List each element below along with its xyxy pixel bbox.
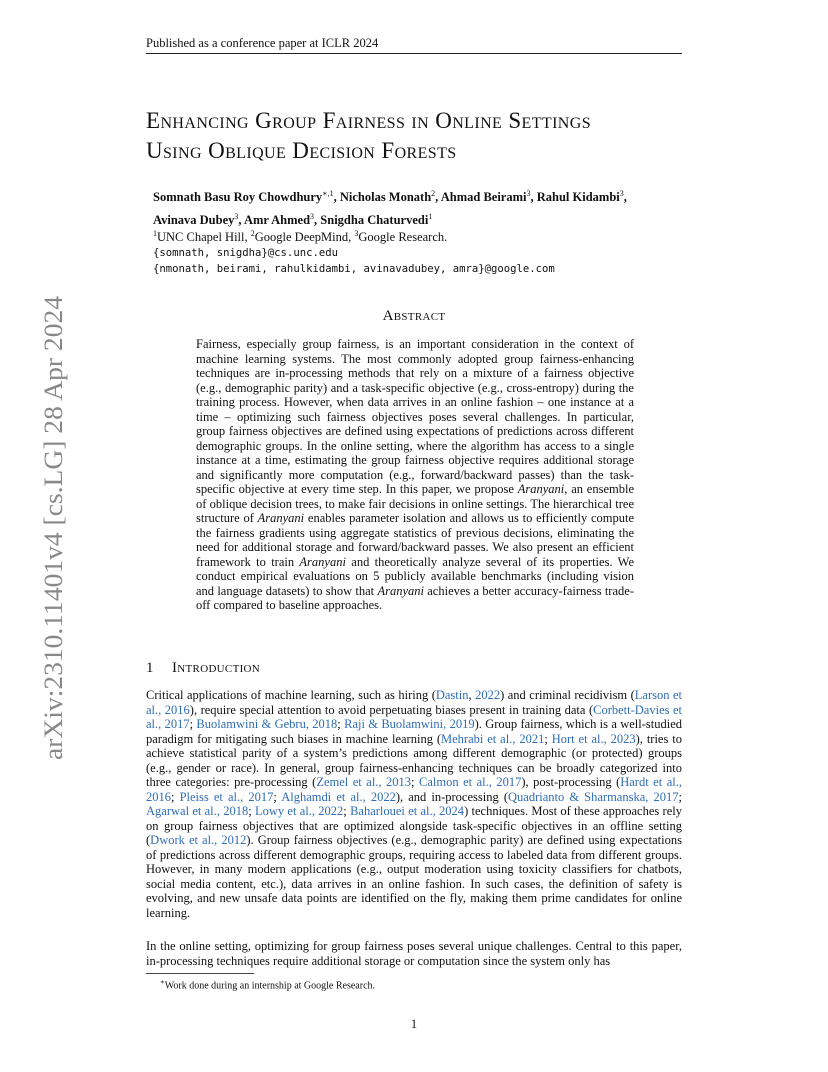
method-name: Aranyani [377,583,424,598]
affiliations [153,226,693,277]
abstract-text: and theoretically analyze several of its properties. We conduct empirical evaluations on 5 publicly available benchmarks (including vision and language datasets) to show that [196,554,635,598]
arxiv-stamp-text: arXiv:2310.11401v4 [cs.LG] 28 Apr 2024 [39,321,68,760]
author-separator: , [623,190,627,205]
method-name: Aranyani [517,482,565,496]
abstract-text: Fairness, especially group fairness, is an important consideration in the context of machine learning systems. The most commonly adopted group fairness-enhancing techniques are in-processing methods that rely on a mixture of a fairness objective (e.g., demographic parity) and a task-specific objective (e.g., cross-entropy) during the training process. However, when data arrives in an online fashion – one instance at a time – optimizing such fairness objectives poses several challenges. In particular, group fairness objectives are defined using expectations of predictions across different demographic groups. In the online setting, where the algorithm has access to a single instance at a time, estimating the group fairness objective requires additional storage and significantly more computation (e.g., forward/backward passes) than the task-specific objective at every time step. In this paper, we propose [196,337,634,496]
body-text: ), tries to achieve statistical parity of a system’s predictions among different demographic (or protected) groups (e.g., gender or race). In general, group fairness-enhancing techniques can be broadly categorized into three categories: pre-processing ( [146,731,682,789]
citation-link[interactable]: Mehrabi et al., 2021 [441,731,545,746]
abstract-text: achieves a better accuracy-fairness trade-off compared to baseline approaches. [196,583,634,612]
citation-link[interactable]: Hort et al., 2023 [551,731,636,746]
author-separator: , [333,190,340,205]
body-text: ; [189,717,197,731]
author-list [153,184,693,230]
citation-link[interactable]: Dastin [435,688,469,702]
author-affil-mark: ∗,1 [322,189,334,198]
affil-mark: 3 [354,229,359,238]
author-name: Nicholas Monath [339,190,432,205]
body-text: , [468,688,476,702]
author-separator: , [238,213,244,228]
affil-mark: 2 [250,229,255,238]
body-text: ) and criminal recidivism ( [500,688,635,702]
author-name: Avinava Dubey [153,213,235,228]
title-line-1: Enhancing Group Fairness in Online Settings [146,108,592,133]
author-separator: , [314,213,321,228]
page-number: 1 [410,1017,418,1031]
citation-link[interactable]: Alghamdi et al., 2022 [281,789,396,804]
body-text: ; [411,775,419,789]
author-affil-mark: 3 [526,189,531,198]
method-name: Aranyani [299,554,346,569]
title-line-2: Using Oblique Decision Forests [146,138,457,163]
body-text: Critical applications of machine learning, such as hiring ( [146,688,436,702]
running-head: Published as a conference paper at ICLR 2024 [146,36,379,50]
author-affil-mark: 1 [428,212,433,222]
body-text: In the online setting, optimizing for group fairness poses several unique challenges. Central to this paper, in-processing techniques require additional storage or computation since the system only has [146,939,682,968]
abstract-heading: Abstract [382,308,446,324]
footnote-mark: ∗ [160,978,165,986]
author-name: Amr Ahmed [243,213,311,228]
citation-link[interactable]: Buolamwini & Gebru, 2018 [196,717,338,731]
author-affil-mark: 3 [234,212,239,222]
abstract-body [196,337,634,613]
intro-paragraph-1 [146,688,682,920]
body-text: ). Group fairness objectives (e.g., demographic parity) are defined using expectations of predictions across different demographic groups, requiring access to labeled data from different groups. However, in many modern applications (e.g., output moderation using toxicity classifiers for chatbots, social media content, etc.), data arrives in an online fashion. In such cases, the definition of safety is evolving, and new unsafe data points are identified on the fly, making them prime candidates for online learning. [146,833,682,920]
header-rule [146,53,682,54]
citation-link[interactable]: Dwork et al., 2012 [150,833,247,847]
footnote [160,976,680,992]
email-line-2: {nmonath, beirami, rahulkidambi, avinavadubey, amra}@google.com [153,263,555,276]
author-affil-mark: 3 [619,189,624,198]
section-title: Introduction [172,660,261,676]
body-text: ; [337,717,345,731]
affiliation: Google DeepMind, [254,230,355,245]
abstract-text: enables parameter isolation and allows us to efficiently compute the fairness gradients using aggregate statistics of previous decisions, eliminating the need for additional storage and forward/backward passes. We also present an efficient framework to train [196,511,634,569]
citation-link[interactable]: Hardt et al., 2016 [146,775,682,804]
author-name: Ahmad Beirami [440,190,527,205]
citation-link[interactable]: Agarwal et al., 2018 [146,804,249,818]
citation-link[interactable]: Quadrianto & Sharmanska, 2017 [508,789,679,804]
body-text: ), and in-processing ( [395,789,508,804]
author-separator: , [435,190,441,205]
arxiv-stamp [20,294,70,764]
body-text: ; [343,804,351,818]
citation-link[interactable]: Raji & Buolamwini, 2019 [344,717,475,731]
author-affil-mark: 2 [431,189,436,198]
affiliation: UNC Chapel Hill, [157,230,251,245]
citation-link[interactable]: Zemel et al., 2013 [316,775,412,789]
author-name: Snigdha Chaturvedi [320,213,429,228]
body-text: ; [171,789,180,804]
abstract-text: , an ensemble of oblique decision trees, to make fair decisions in online settings. The hierarchical tree structure of [196,482,634,525]
author-separator: , [530,190,537,205]
abstract-paragraph [196,337,634,613]
intro-paragraph-2 [146,939,682,968]
citation-link[interactable]: 2022 [475,688,501,702]
body-text: ; [248,804,255,818]
body-text: ), require special attention to avoid perpetuating biases present in training data ( [189,702,594,717]
body-text: ). Group fairness, which is a well-studied paradigm for mitigating such biases in machine learning ( [146,717,682,746]
author-affil-mark: 3 [310,212,315,222]
section-heading [146,660,682,677]
affiliation: Google Research. [358,230,448,245]
section-number: 1 [146,660,154,676]
method-name: Aranyani [257,511,305,525]
citation-link[interactable]: Lowy et al., 2022 [254,804,344,818]
citation-link[interactable]: Calmon et al., 2017 [419,775,522,789]
affil-mark: 1 [153,229,157,238]
citation-link[interactable]: Pleiss et al., 2017 [179,789,274,804]
author-name: Rahul Kidambi [536,190,620,205]
body-text: ; [544,731,552,746]
citation-link[interactable]: Corbett-Davies et al., 2017 [146,702,682,731]
author-name: Somnath Basu Roy Chowdhury [153,190,323,205]
body-text: ) techniques. Most of these approaches rely on group fairness objectives that are optimized alongside task-specific objectives in an offline setting ( [146,804,682,847]
body-text: ; [273,789,282,804]
footnote-rule [146,973,254,974]
paper-title [146,106,706,166]
citation-link[interactable]: Baharlouei et al., 2024 [350,804,465,818]
affiliation-line [153,226,693,245]
body-text: ), post-processing ( [521,775,621,789]
footnote-text: Work done during an internship at Google Research. [164,980,376,992]
email-line-1: {somnath, snigdha}@cs.unc.edu [153,247,338,260]
body-text: ; [678,789,682,804]
citation-link[interactable]: Larson et al., 2016 [146,688,683,717]
